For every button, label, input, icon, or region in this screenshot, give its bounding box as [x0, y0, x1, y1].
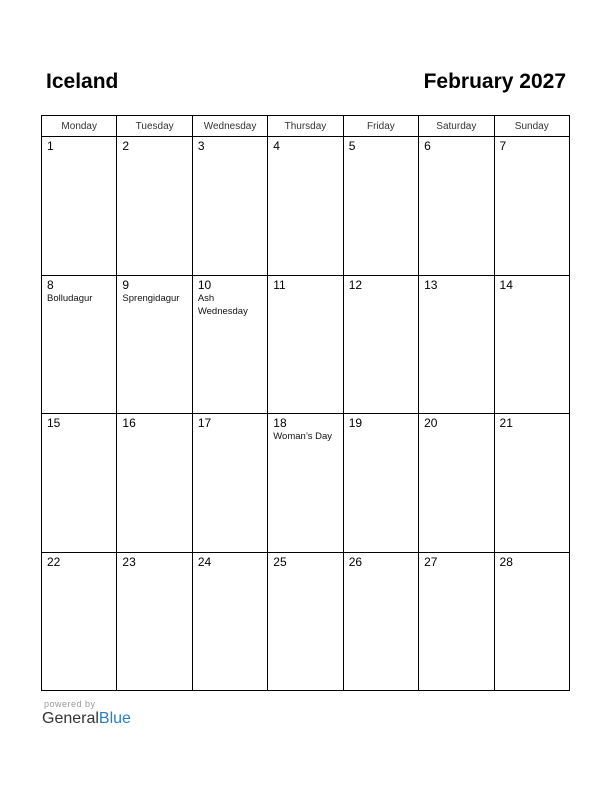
country-title: Iceland	[46, 70, 119, 93]
day-cell	[117, 414, 192, 553]
day-cell	[192, 552, 267, 691]
day-number: 1	[47, 139, 54, 153]
day-cell	[494, 137, 569, 276]
holiday-label: Bolludagur	[47, 292, 93, 304]
day-number: 25	[273, 554, 287, 569]
day-cell	[117, 275, 192, 414]
day-number: 17	[197, 416, 212, 430]
day-cell	[192, 275, 267, 414]
week-row	[42, 137, 570, 276]
weekday-monday: Monday	[42, 116, 117, 137]
holiday-label: Sprengidagur	[122, 292, 180, 304]
day-cell	[117, 137, 192, 276]
day-number: 6	[424, 139, 431, 153]
day-cell	[42, 137, 117, 276]
weekday-tuesday: Tuesday	[117, 116, 192, 137]
day-number: 19	[348, 416, 363, 430]
brand-general-text: General	[42, 710, 99, 727]
day-cell	[419, 414, 494, 553]
day-number: 8	[47, 277, 54, 292]
day-number: 24	[197, 554, 212, 569]
day-cell	[343, 275, 418, 414]
day-cell	[42, 275, 117, 414]
day-number: 5	[348, 139, 356, 153]
day-cell	[42, 414, 117, 553]
day-number: 20	[424, 416, 438, 430]
day-cell	[117, 552, 192, 691]
day-cell	[268, 552, 343, 691]
weekday-wednesday: Wednesday	[192, 116, 267, 137]
weekday-saturday: Saturday	[419, 116, 494, 137]
day-number: 9	[122, 277, 130, 292]
day-cell	[494, 414, 569, 553]
weekday-friday: Friday	[343, 116, 418, 137]
weekday-sunday: Sunday	[494, 116, 569, 137]
day-cell	[419, 275, 494, 414]
day-cell	[343, 552, 418, 691]
generalblue-logo[interactable]	[42, 710, 131, 728]
calendar-header	[46, 70, 566, 100]
week-row	[42, 275, 570, 414]
day-cell	[268, 275, 343, 414]
powered-by-text: powered by	[44, 699, 96, 709]
day-number: 13	[424, 277, 438, 292]
day-cell	[192, 414, 267, 553]
brand-blue-text: Blue	[98, 710, 131, 727]
day-number: 23	[122, 554, 136, 569]
day-number: 21	[499, 416, 513, 430]
day-cell	[343, 414, 418, 553]
day-cell	[494, 275, 569, 414]
day-cell	[268, 414, 343, 553]
weekday-thursday: Thursday	[268, 116, 343, 137]
day-cell	[343, 137, 418, 276]
day-number: 18	[273, 416, 287, 430]
day-number: 4	[273, 139, 280, 153]
day-number: 2	[122, 139, 130, 153]
day-number: 26	[348, 554, 363, 569]
day-number: 3	[197, 139, 205, 153]
weekday-header-row	[42, 116, 570, 137]
day-cell	[419, 552, 494, 691]
calendar-grid	[41, 115, 570, 691]
day-number: 12	[348, 277, 363, 292]
holiday-label: Ash Wednesday	[197, 292, 248, 317]
day-cell	[494, 552, 569, 691]
week-row	[42, 552, 570, 691]
month-year-title: February 2027	[423, 70, 566, 93]
day-cell	[268, 137, 343, 276]
day-number: 11	[273, 277, 286, 292]
day-number: 27	[424, 554, 438, 569]
footer-branding	[42, 699, 131, 728]
week-row	[42, 414, 570, 553]
day-cell	[419, 137, 494, 276]
day-number: 15	[47, 416, 61, 430]
day-number: 22	[47, 554, 61, 569]
day-cell	[192, 137, 267, 276]
day-number: 10	[197, 277, 212, 292]
day-number: 14	[499, 277, 513, 292]
day-cell	[42, 552, 117, 691]
holiday-label: Woman’s Day	[273, 431, 333, 442]
day-number: 7	[499, 139, 507, 153]
day-number: 28	[499, 554, 513, 569]
day-number: 16	[122, 416, 136, 430]
